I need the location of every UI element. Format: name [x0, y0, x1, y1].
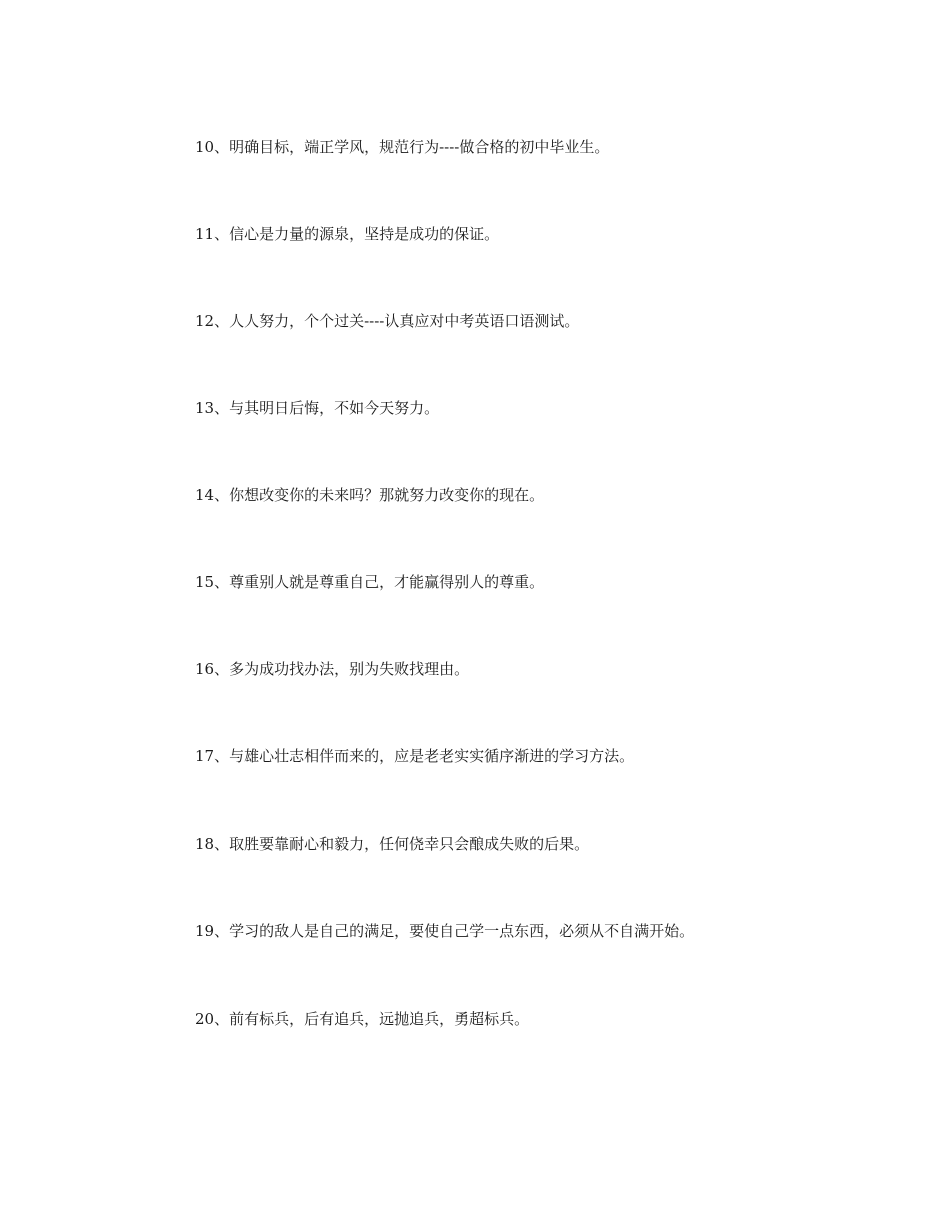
quote-line-14: 14、你想改变你的未来吗？那就努力改变你的现在。 — [195, 486, 545, 504]
quote-line-13: 13、与其明日后悔，不如今天努力。 — [195, 399, 440, 417]
quote-line-20: 20、前有标兵，后有追兵，远抛追兵，勇超标兵。 — [195, 1010, 530, 1028]
quote-line-17: 17、与雄心壮志相伴而来的，应是老老实实循序渐进的学习方法。 — [195, 747, 635, 765]
quote-line-11: 11、信心是力量的源泉，坚持是成功的保证。 — [195, 225, 500, 243]
quote-line-15: 15、尊重别人就是尊重自己，才能赢得别人的尊重。 — [195, 573, 545, 591]
quote-line-19: 19、学习的敌人是自己的满足，要使自己学一点东西，必须从不自满开始。 — [195, 922, 695, 940]
quote-line-10: 10、明确目标，端正学风，规范行为----做合格的初中毕业生。 — [195, 138, 610, 156]
quote-line-18: 18、取胜要靠耐心和毅力，任何侥幸只会酿成失败的后果。 — [195, 835, 590, 853]
quote-line-16: 16、多为成功找办法，别为失败找理由。 — [195, 660, 470, 678]
quote-line-12: 12、人人努力，个个过关----认真应对中考英语口语测试。 — [195, 312, 580, 330]
